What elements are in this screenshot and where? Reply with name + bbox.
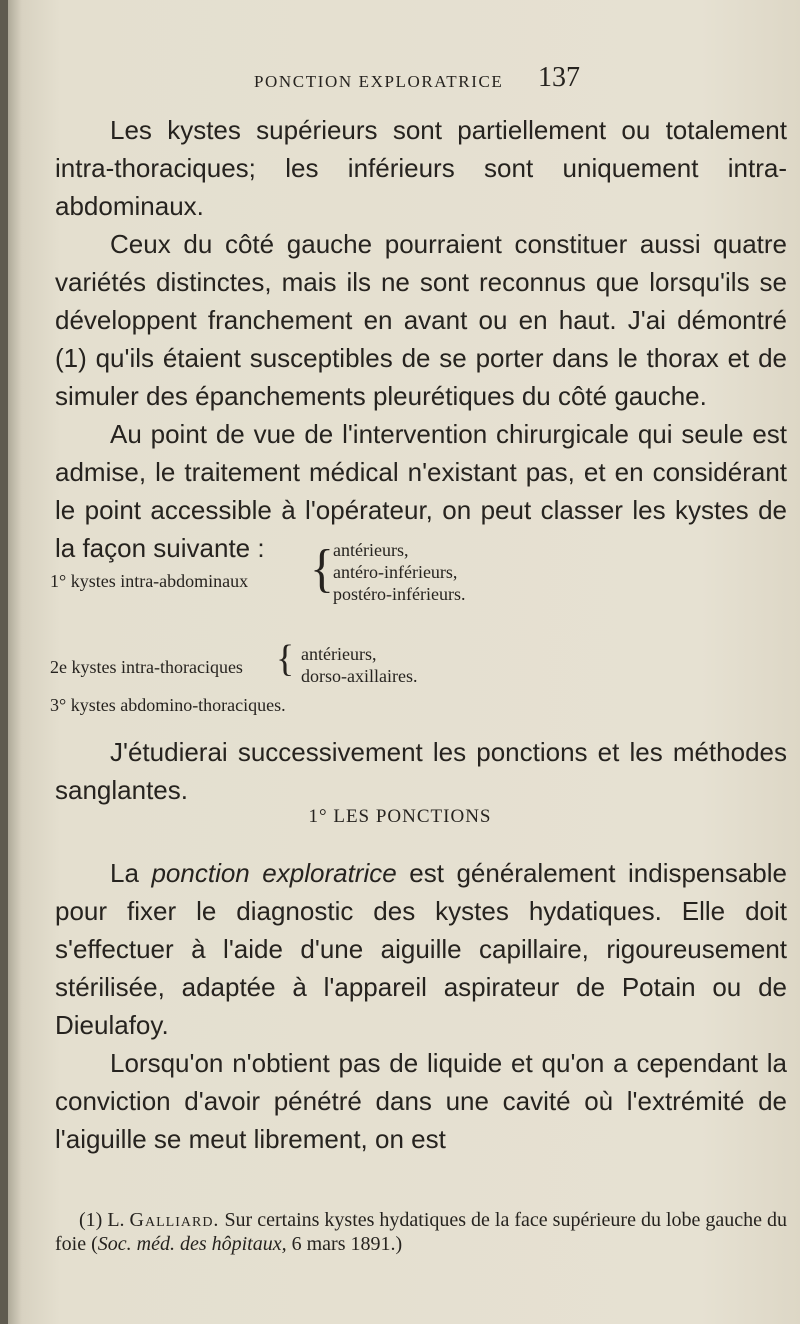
running-title: PONCTION EXPLORATRICE <box>254 72 504 91</box>
subtype-item: antérieurs, <box>301 644 377 664</box>
cyst-classification <box>50 535 750 725</box>
page-number: 137 <box>538 62 580 93</box>
paragraph-3: Au point de vue de l'intervention chirurgicale qui seule est admise, le traitement médical n'existant pas, et en considérant le point accessible à l'opérateur, on peut classer les kystes de la façon suivante : <box>55 419 787 563</box>
paragraph-6: Lorsqu'on n'obtient pas de liquide et qu'on a cependant la conviction d'avoir pénétré dans une cavité où l'extrémité de l'aiguille se meut librement, on est <box>55 1048 787 1154</box>
classification-label-3: 3° kystes abdomino-thoraciques. <box>50 695 286 715</box>
classification-brace-1: { <box>310 538 334 598</box>
book-edge-shadow <box>0 0 8 1324</box>
subtype-item: antérieurs, <box>333 540 409 560</box>
paragraph-1: Les kystes supérieurs sont partiellement ou totalement intra-thoraciques; les inférieurs sont uniquement intra-abdominaux. <box>55 115 787 221</box>
running-header <box>0 62 800 102</box>
subtype-item: postéro-inférieurs. <box>333 584 466 604</box>
footnote-source: Soc. méd. des hôpitaux, <box>97 1233 287 1255</box>
paragraph-5-lead: La <box>110 858 139 888</box>
footnote <box>55 1208 787 1256</box>
footnote-marker: (1) L. <box>79 1209 125 1231</box>
footnote-author: Galliard. <box>129 1209 220 1231</box>
classification-label-2: 2e kystes intra-thoraciques <box>50 657 243 677</box>
subtype-item: dorso-axillaires. <box>301 666 418 686</box>
classification-subtypes-2 <box>301 643 417 687</box>
italic-term: ponction exploratrice <box>151 858 397 888</box>
classification-subtypes-1 <box>333 539 465 605</box>
footnote-source-open: ( <box>91 1233 98 1255</box>
footnote-date: 6 mars 1891.) <box>291 1233 403 1255</box>
footnote-title: Sur certains kystes hydatiques de la face supérieure du lobe gauche du foie <box>55 1209 788 1255</box>
paragraph-4: J'étudierai successivement les ponctions et les méthodes sanglantes. <box>55 737 787 805</box>
body-text <box>55 854 787 1158</box>
classification-label-1: 1° kystes intra-abdominaux <box>50 571 249 591</box>
after-list-text <box>55 733 787 809</box>
footnote-text <box>55 1208 787 1256</box>
section-heading: 1° LES PONCTIONS <box>308 806 492 827</box>
classification-brace-2: { <box>276 638 295 680</box>
paragraph-5 <box>55 854 787 1044</box>
paragraph-2: Ceux du côté gauche pourraient constituer aussi quatre variétés distinctes, mais ils ne sont reconnus que lorsqu'ils se développent franchement en avant ou en haut. J'ai démontré (1) qu'ils étaient susceptibles de se porter dans le thorax et de simuler des épanchements pleurétiques du côté gauche. <box>55 229 787 411</box>
subtype-item: antéro-inférieurs, <box>333 562 458 582</box>
intro-text <box>55 111 787 567</box>
paragraph-5-rest: est généralement indispensable pour fixer le diagnostic des kystes hydatiques. Elle doit s'effectuer à l'aide d'une aiguille capillaire, rigoureusement stérilisée, adaptée à l'appareil aspirateur de Potain ou de Dieulafoy. <box>55 858 788 1040</box>
